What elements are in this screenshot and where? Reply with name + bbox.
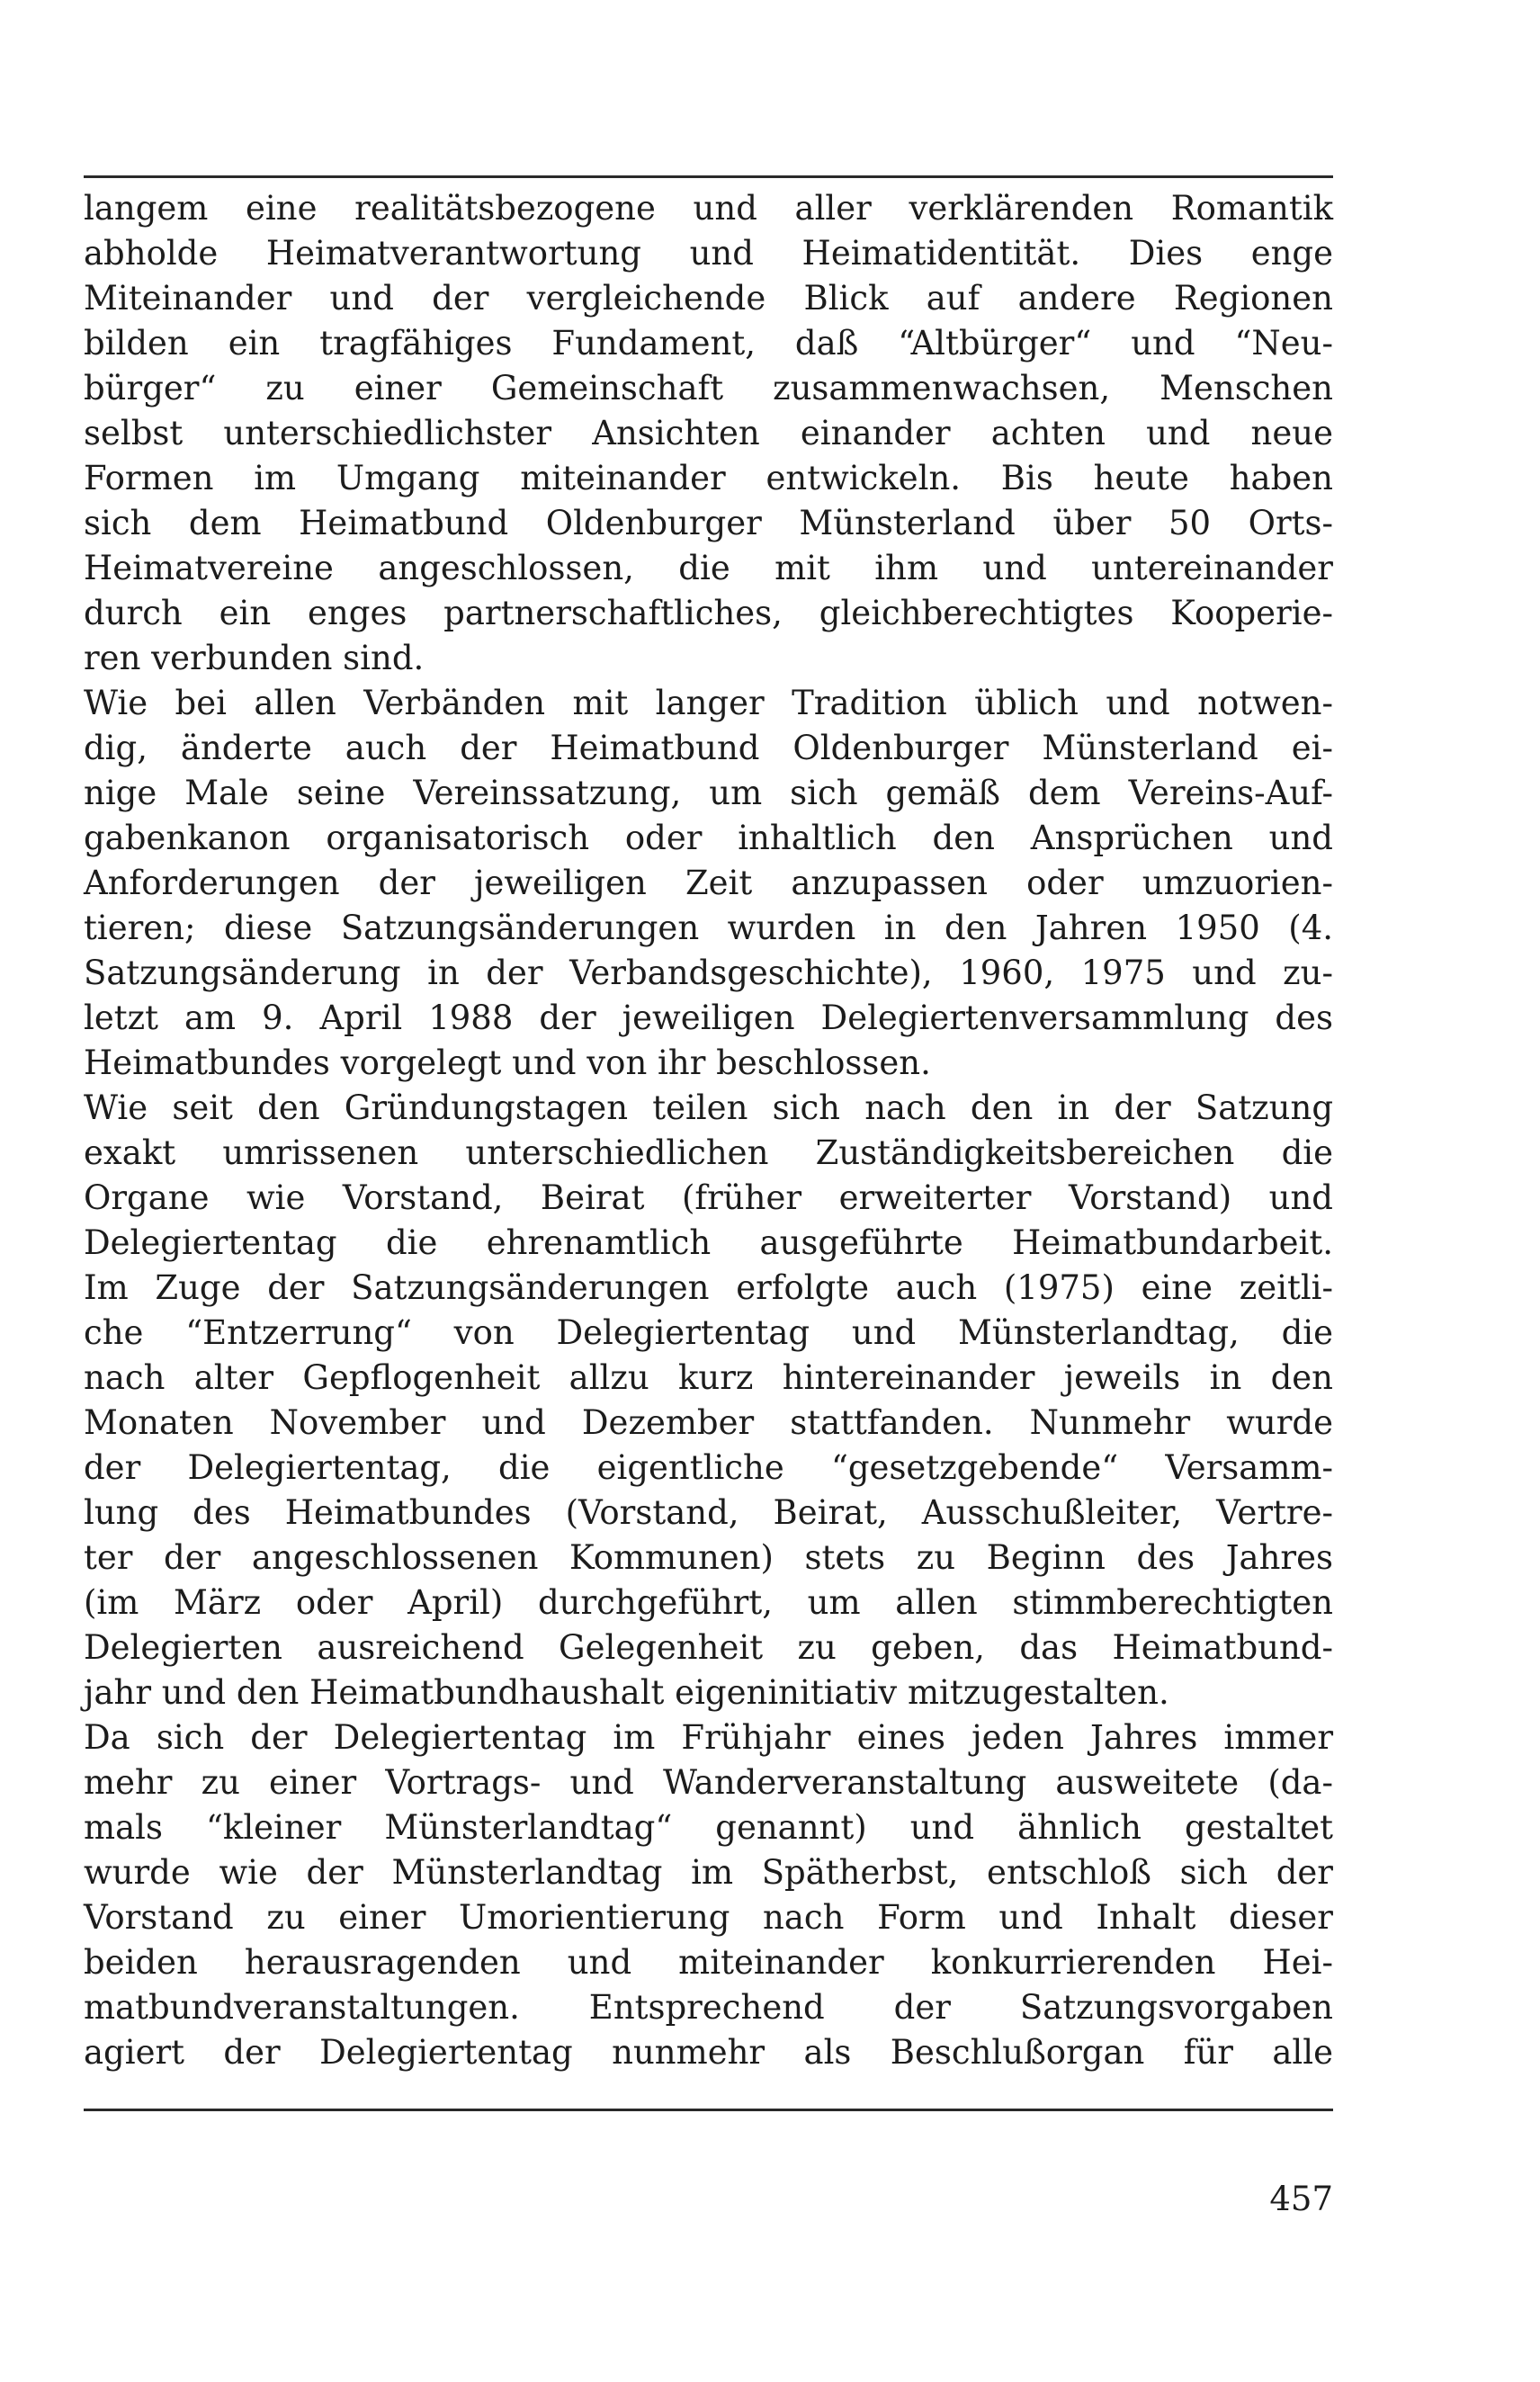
text-line: dig, änderte auch der Heimatbund Oldenburger Münsterland ei-: [84, 729, 1333, 767]
text-line: selbst unterschiedlichster Ansichten einander achten und neue: [84, 414, 1333, 452]
text-line: mehr zu einer Vortrags- und Wanderveranstaltung ausweitete (da-: [84, 1763, 1333, 1802]
top-rule: [84, 175, 1333, 178]
text-line: nach alter Gepflogenheit allzu kurz hintereinander jeweils in den: [84, 1358, 1333, 1397]
text-line: Vorstand zu einer Umorientierung nach Form und Inhalt dieser: [84, 1898, 1333, 1937]
text-line: nige Male seine Vereinssatzung, um sich gemäß dem Vereins-Auf-: [84, 774, 1333, 812]
text-line: Wie seit den Gründungstagen teilen sich nach den in der Satzung: [84, 1088, 1333, 1127]
text-line: abholde Heimatverantwortung und Heimatidentität. Dies enge: [84, 234, 1333, 273]
text-line: matbundveranstaltungen. Entsprechend der Satzungsvorgaben: [84, 1988, 1333, 2027]
text-line: (im März oder April) durchgeführt, um allen stimmberechtigten: [84, 1583, 1333, 1622]
text-line: Da sich der Delegiertentag im Frühjahr eines jeden Jahres immer: [84, 1718, 1333, 1757]
text-line: sich dem Heimatbund Oldenburger Münsterland über 50 Orts-: [84, 504, 1333, 542]
page-number: 457: [1269, 2180, 1333, 2218]
text-line: mals “kleiner Münsterlandtag“ genannt) und ähnlich gestaltet: [84, 1808, 1333, 1847]
text-line: Im Zuge der Satzungsänderungen erfolgte auch (1975) eine zeitli-: [84, 1268, 1333, 1307]
text-line: Anforderungen der jeweiligen Zeit anzupassen oder umzuorien-: [84, 864, 1333, 902]
text-line: tieren; diese Satzungsänderungen wurden in den Jahren 1950 (4.: [84, 909, 1333, 947]
text-line: der Delegiertentag, die eigentliche “gesetzgebende“ Versamm-: [84, 1448, 1333, 1487]
text-line: Delegiertentag die ehrenamtlich ausgeführte Heimatbundarbeit.: [84, 1223, 1333, 1262]
text-line: wurde wie der Münsterlandtag im Spätherbst, entschloß sich der: [84, 1853, 1333, 1892]
text-line: Heimatbundes vorgelegt und von ihr beschlossen.: [84, 1043, 931, 1082]
bottom-rule: [84, 2109, 1333, 2111]
text-line: ter der angeschlossenen Kommunen) stets zu Beginn des Jahres: [84, 1538, 1333, 1577]
text-line: exakt umrissenen unterschiedlichen Zuständigkeitsbereichen die: [84, 1133, 1333, 1172]
body-text: [84, 186, 1333, 2075]
text-line: durch ein enges partnerschaftliches, gleichberechtigtes Kooperie-: [84, 594, 1333, 632]
paragraph: [84, 1715, 1333, 2075]
text-line: Monaten November und Dezember stattfanden. Nunmehr wurde: [84, 1403, 1333, 1442]
text-line: Wie bei allen Verbänden mit langer Tradition üblich und notwen-: [84, 684, 1333, 722]
text-line: Miteinander und der vergleichende Blick auf andere Regionen: [84, 279, 1333, 318]
text-line: jahr und den Heimatbundhaushalt eigeninitiativ mitzugestalten.: [84, 1673, 1169, 1712]
paragraph: [84, 186, 1333, 681]
text-line: gabenkanon organisatorisch oder inhaltlich den Ansprüchen und: [84, 819, 1333, 857]
text-line: letzt am 9. April 1988 der jeweiligen Delegiertenversammlung des: [84, 998, 1333, 1037]
text-line: langem eine realitätsbezogene und aller verklärenden Romantik: [84, 189, 1333, 228]
text-line: bilden ein tragfähiges Fundament, daß “Altbürger“ und “Neu-: [84, 324, 1333, 363]
text-line: che “Entzerrung“ von Delegiertentag und Münsterlandtag, die: [84, 1313, 1333, 1352]
text-line: lung des Heimatbundes (Vorstand, Beirat, Ausschußleiter, Vertre-: [84, 1493, 1333, 1532]
text-line: bürger“ zu einer Gemeinschaft zusammenwachsen, Menschen: [84, 369, 1333, 407]
text-line: Organe wie Vorstand, Beirat (früher erweiterter Vorstand) und: [84, 1178, 1333, 1217]
text-line: Heimatvereine angeschlossen, die mit ihm und untereinander: [84, 549, 1333, 587]
text-line: beiden herausragenden und miteinander konkurrierenden Hei-: [84, 1943, 1333, 1982]
text-line: ren verbunden sind.: [84, 639, 425, 677]
paragraph: [84, 1086, 1333, 1715]
paragraph: [84, 681, 1333, 1086]
text-line: Delegierten ausreichend Gelegenheit zu geben, das Heimatbund-: [84, 1628, 1333, 1667]
text-line: agiert der Delegiertentag nunmehr als Beschlußorgan für alle: [84, 2033, 1333, 2072]
text-line: Satzungsänderung in der Verbandsgeschichte), 1960, 1975 und zu-: [84, 954, 1333, 992]
text-line: Formen im Umgang miteinander entwickeln. Bis heute haben: [84, 459, 1333, 497]
